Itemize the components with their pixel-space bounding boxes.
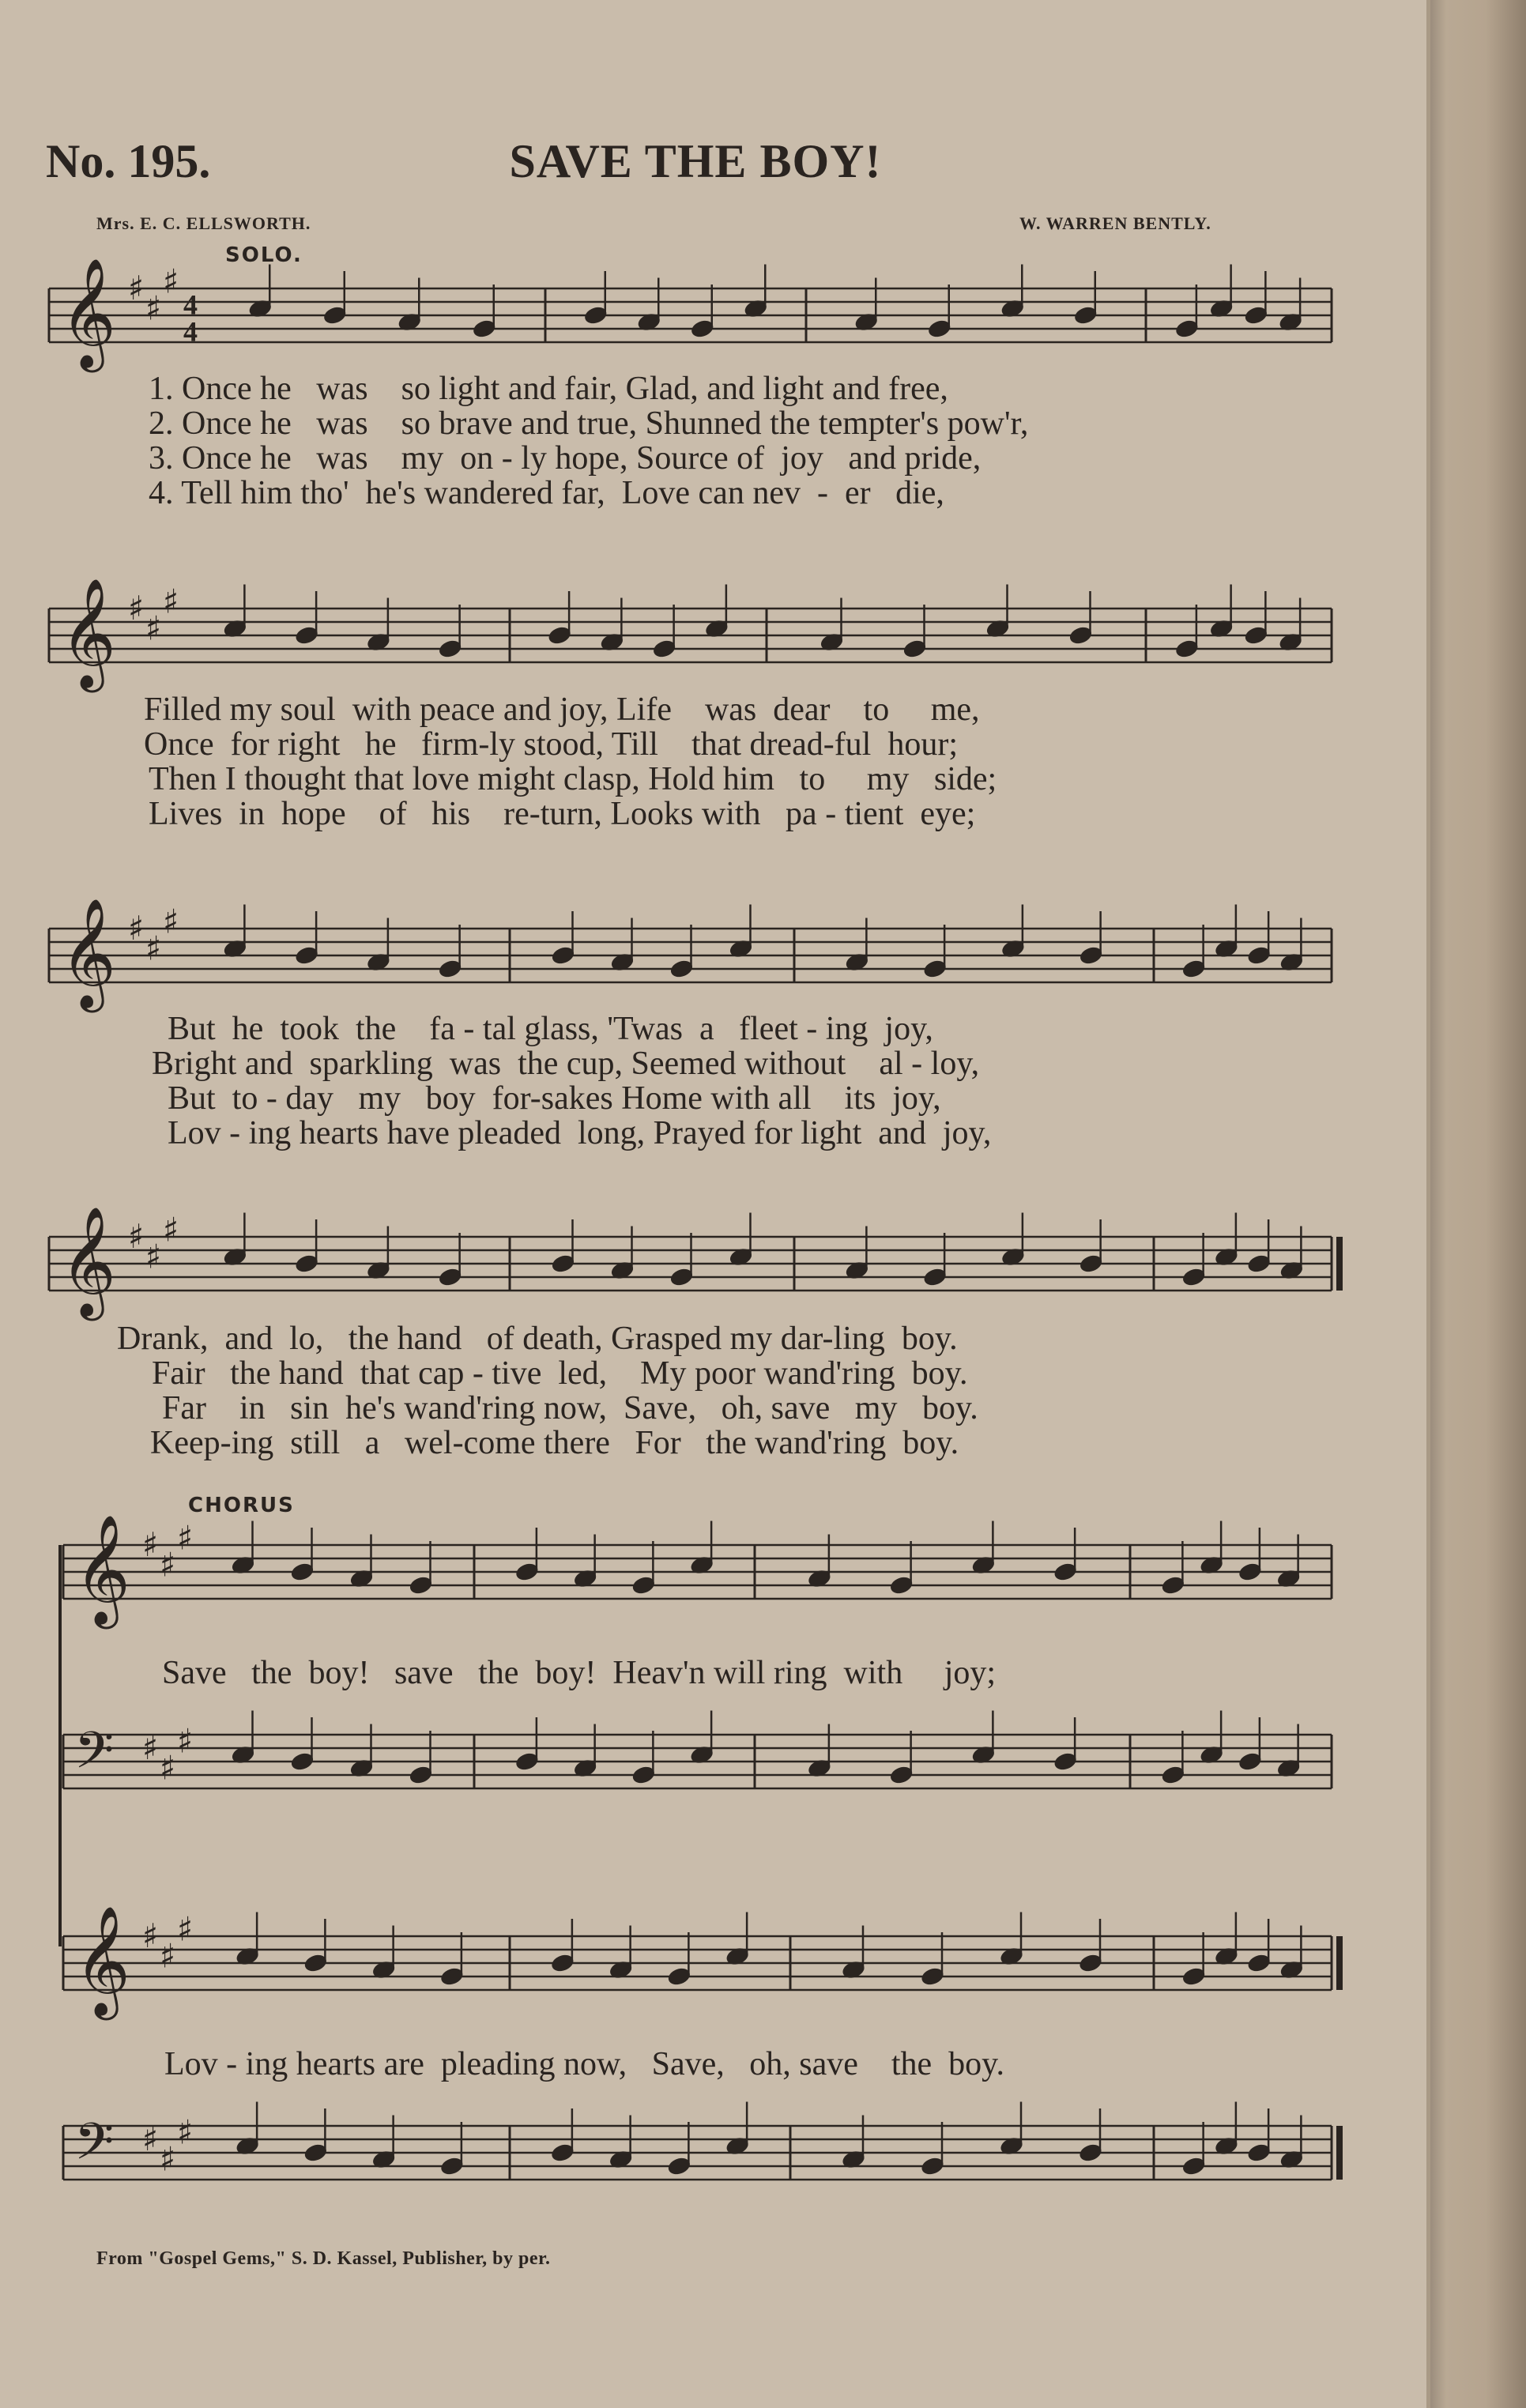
sharp-icon: ♯ [177,2112,194,2152]
sharp-icon: ♯ [163,902,179,941]
verse-block-2 [0,692,1422,831]
sharp-icon: ♯ [177,1721,194,1761]
publisher-footer: From "Gospel Gems," S. D. Kassel, Publisher, by per. [96,2248,551,2269]
treble-clef-icon: 𝄞 [60,1206,116,1317]
composer-credit: W. WARREN BENTLY. [1019,213,1211,233]
lyric-line: 1. Once he was so light and fair, Glad, and light and free, [149,371,948,407]
sharp-icon: ♯ [145,288,162,328]
lyric-line: 4. Tell him tho' he's wandered far, Love can nev - er die, [149,475,944,511]
chorus-treble-staff-2 [0,1905,1430,2023]
verse-block-4 [0,1321,1422,1460]
treble-clef-icon: 𝄞 [74,1905,130,2016]
lyric-line: But he took the fa - tal glass, 'Twas a fleet - ing joy, [168,1011,933,1047]
lyric-line: Save the boy! save the boy! Heav'n will ring with joy; [162,1655,997,1691]
sharp-icon: ♯ [145,929,162,968]
music-staff-2 [0,578,1430,695]
lyricist-credit: Mrs. E. C. ELLSWORTH. [96,213,311,233]
chorus-treble-staff-1 [0,1514,1430,1632]
sharp-icon: ♯ [142,1728,159,1767]
solo-label: SOLO. [225,243,303,267]
sharp-icon: ♯ [128,1217,145,1256]
treble-clef-icon: 𝄞 [74,1514,130,1625]
treble-clef-icon: 𝄞 [60,258,116,368]
lyric-line: Filled my soul with peace and joy, Life was dear to me, [144,691,980,728]
sharp-icon: ♯ [142,1525,159,1564]
verse-block-3 [0,1012,1422,1151]
lyric-line: Lov - ing hearts are pleading now, Save, oh, save the boy. [164,2046,1004,2082]
sharp-icon: ♯ [128,909,145,948]
chorus-bass-staff-1 [0,1711,1430,1822]
lyric-line: Once for right he firm-ly stood, Till that dread-ful hour; [144,726,959,763]
sharp-icon: ♯ [142,1916,159,1955]
bass-clef-icon: 𝄢 [74,1721,115,1793]
sharp-icon: ♯ [160,1748,176,1788]
sharp-icon: ♯ [142,2120,159,2158]
sharp-icon: ♯ [177,1909,194,1949]
sharp-icon: ♯ [160,2139,176,2179]
lyric-line: Bright and sparkling was the cup, Seemed without al - loy, [152,1046,980,1082]
hymn-title: SAVE THE BOY! [509,135,882,187]
lyric-line: Lov - ing hearts have pleaded long, Prayed for light and joy, [168,1115,992,1151]
music-staff-3 [0,898,1430,1016]
time-signature-numerator: 4 [183,288,198,321]
sharp-icon: ♯ [128,269,145,307]
bass-clef-icon: 𝄢 [74,2112,115,2184]
lyric-line: Fair the hand that cap - tive led, My poor wand'ring boy. [152,1355,968,1392]
sharp-icon: ♯ [145,1237,162,1276]
treble-clef-icon: 𝄞 [60,898,116,1008]
sharp-icon: ♯ [163,582,179,621]
book-spine [1430,0,1526,2408]
sharp-icon: ♯ [160,1936,176,1976]
lyric-line: Then I thought that love might clasp, Hold him to my side; [149,761,997,797]
hymn-number: No. 195. [46,135,211,187]
time-signature-denominator: 4 [183,315,198,348]
sharp-icon: ♯ [177,1518,194,1558]
sharp-icon: ♯ [128,589,145,627]
lyric-line: Lives in hope of his re-turn, Looks with pa - tient eye; [149,796,976,832]
sharp-icon: ♯ [163,1210,179,1249]
sharp-icon: ♯ [145,609,162,648]
music-staff-4 [0,1206,1430,1324]
lyric-line: Drank, and lo, the hand of death, Grasped my dar-ling boy. [117,1321,958,1357]
sharp-icon: ♯ [160,1545,176,1585]
chorus-lyric-1 [0,1656,1422,1690]
lyric-line: 3. Once he was my on - ly hope, Source of joy and pride, [149,440,982,477]
treble-clef-icon: 𝄞 [60,578,116,688]
lyric-line: 2. Once he was so brave and true, Shunned the tempter's pow'r, [149,405,1029,442]
chorus-lyric-2 [0,2047,1422,2082]
verse-block-1 [0,371,1422,511]
lyric-line: Far in sin he's wand'ring now, Save, oh, save my boy. [162,1390,978,1426]
lyric-line: But to - day my boy for-sakes Home with all its joy, [168,1080,941,1117]
lyric-line: Keep-ing still a wel-come there For the wand'ring boy. [150,1425,959,1461]
chorus-bass-staff-2 [0,2102,1430,2213]
sharp-icon: ♯ [163,262,179,301]
chorus-label: CHORUS [188,1494,295,1517]
music-staff-1 [0,258,1430,375]
